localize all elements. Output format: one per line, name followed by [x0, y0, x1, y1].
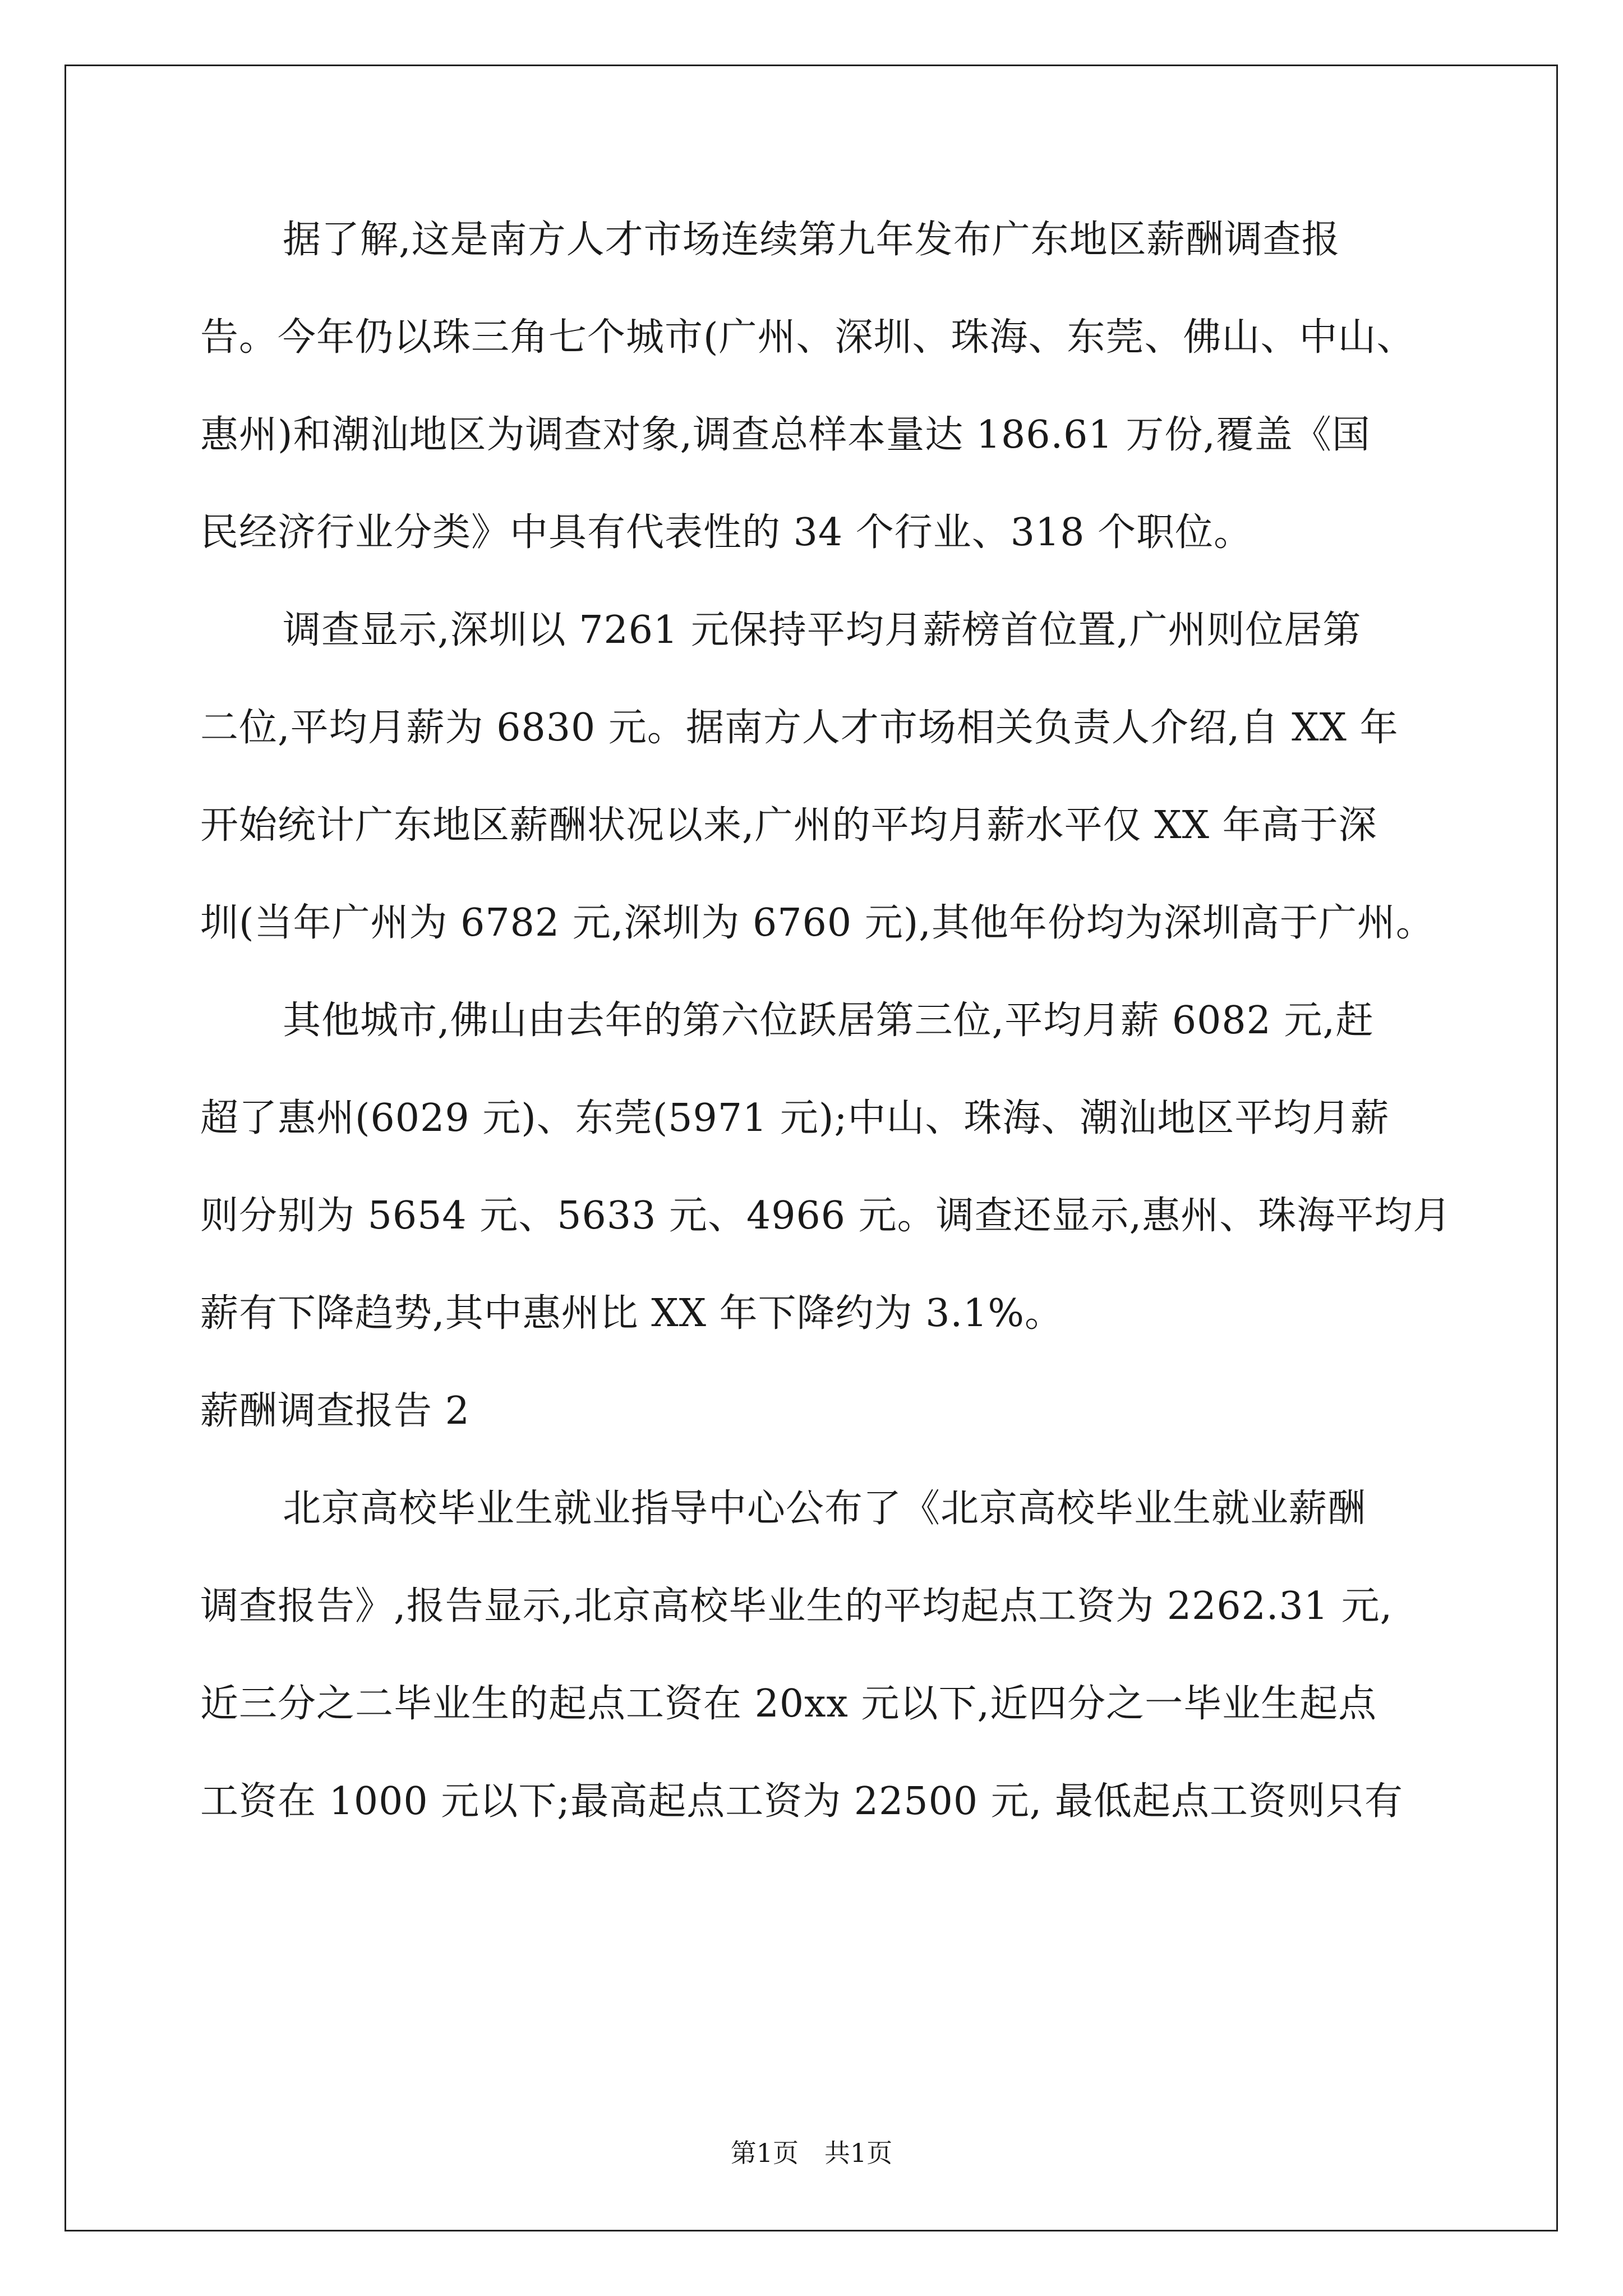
page-number-current: 第1页 [730, 2138, 799, 2168]
page-number-total: 共1页 [824, 2138, 893, 2168]
paragraph-1-line-2: 告。今年仍以珠三角七个城市(广州、深圳、珠海、东莞、佛山、中山、 [200, 315, 1415, 360]
paragraph-2-line-4: 圳(当年广州为 6782 元,深圳为 6760 元),其他年份均为深圳高于广州。 [200, 901, 1435, 945]
paragraph-3-line-4: 薪有下降趋势,其中惠州比 XX 年下降约为 3.1%。 [200, 1291, 1064, 1336]
paragraph-3-line-1: 其他城市,佛山由去年的第六位跃居第三位,平均月薪 6082 元,赶 [283, 999, 1375, 1043]
paragraph-1-line-1: 据了解,这是南方人才市场连续第九年发布广东地区薪酬调查报 [283, 218, 1340, 262]
paragraph-4-line-2: 调查报告》,报告显示,北京高校毕业生的平均起点工资为 2262.31 元, [200, 1584, 1393, 1628]
paragraph-3-line-3: 则分别为 5654 元、5633 元、4966 元。调查还显示,惠州、珠海平均月 [200, 1194, 1452, 1238]
paragraph-2-line-3: 开始统计广东地区薪酬状况以来,广州的平均月薪水平仅 XX 年高于深 [200, 803, 1377, 848]
paragraph-2-line-1: 调查显示,深圳以 7261 元保持平均月薪榜首位置,广州则位居第 [283, 608, 1362, 652]
paragraph-4-line-3: 近三分之二毕业生的起点工资在 20xx 元以下,近四分之一毕业生起点 [200, 1682, 1377, 1726]
section-heading: 薪酬调查报告 2 [200, 1389, 470, 1433]
document-body [200, 219, 1490, 1878]
paragraph-3-line-2: 超了惠州(6029 元)、东莞(5971 元);中山、珠海、潮汕地区平均月薪 [200, 1096, 1390, 1140]
paragraph-4-line-4: 工资在 1000 元以下;最高起点工资为 22500 元, 最低起点工资则只有 [200, 1779, 1403, 1824]
paragraph-2-line-2: 二位,平均月薪为 6830 元。据南方人才市场相关负责人介绍,自 XX 年 [200, 706, 1399, 750]
paragraph-4-line-1: 北京高校毕业生就业指导中心公布了《北京高校毕业生就业薪酬 [283, 1487, 1367, 1531]
paragraph-1-line-3: 惠州)和潮汕地区为调查对象,调查总样本量达 186.61 万份,覆盖《国 [200, 413, 1371, 457]
page-footer [0, 2137, 1623, 2169]
paragraph-1-line-4: 民经济行业分类》中具有代表性的 34 个行业、318 个职位。 [200, 510, 1253, 555]
